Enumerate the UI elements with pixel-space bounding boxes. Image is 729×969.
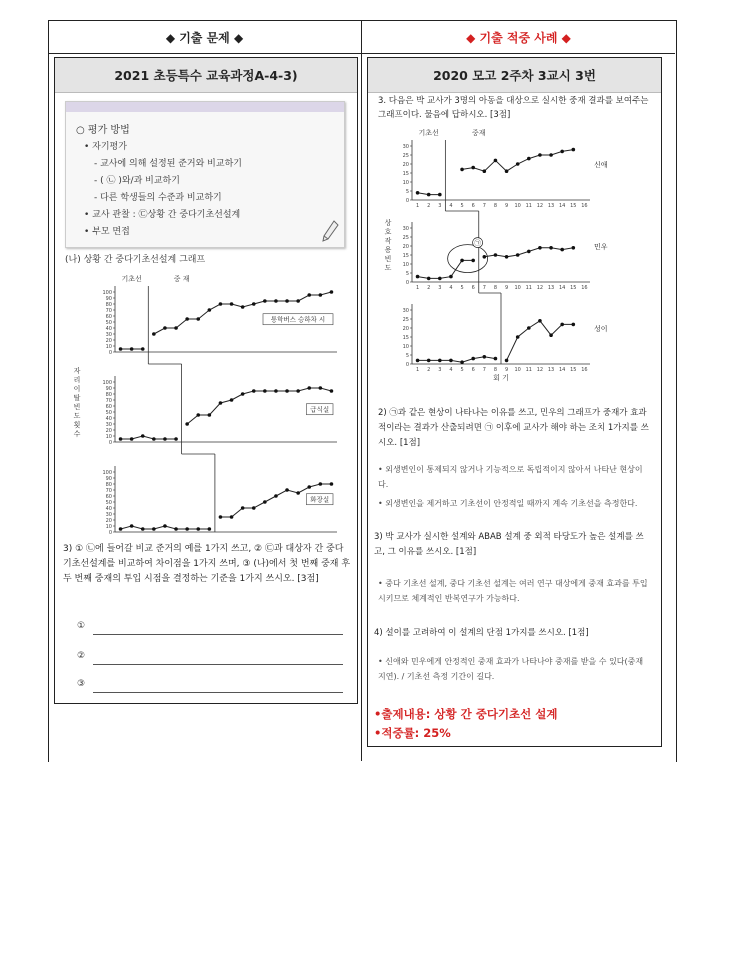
data-point [319,482,323,486]
y-tick-label: 90 [105,475,112,482]
note-top-band [66,102,344,112]
data-point [494,159,498,163]
y-tick-label: 20 [402,325,409,332]
left-panel [54,57,358,704]
y-tick-label: 30 [402,307,409,314]
graph-caption: (나) 상황 간 중다기초선설계 그래프 [65,255,206,265]
data-point [560,150,564,154]
y-tick-label: 0 [108,529,112,534]
data-point [483,255,487,259]
x-tick-label: 2 [427,367,431,373]
data-point [119,347,123,351]
data-point [307,293,311,297]
note-b1c: - 다른 학생들의 수준과 비교하기 [94,193,222,203]
data-point [208,308,212,312]
y-tick-label: 40 [105,325,112,332]
data-point [449,275,453,279]
y-tick-label: 100 [102,379,112,386]
note-head: ○ 평가 방법 [76,125,130,136]
data-point [494,253,498,257]
data-point [460,360,464,364]
y-tick-label: 10 [105,523,112,530]
right-answer-2b: • 외생변인을 제거하고 기초선이 안정적일 때까지 계속 기초선을 측정한다. [378,499,638,508]
right-answer-3: • 중다 기초선 설계, 중다 기초선 설계는 여러 연구 대상에게 중재 효과를 투입시키므로 체계적인 반복연구가 가능하다. [378,579,648,603]
data-point [152,527,156,531]
x-tick-label: 3 [438,203,442,209]
y-axis-label-char: 용 [384,246,392,254]
x-tick-label: 9 [504,285,509,291]
x-tick-label: 11 [525,285,532,291]
data-point [163,326,167,330]
data-point [296,491,300,495]
right-question-2: 2) ㉠과 같은 현상이 나타나는 이유를 쓰고, 민우의 그래프가 중재가 효과적이라는 결과가 산출되려면 ㉠ 이후에 교사가 해야 하는 조치 1가지를 쓰시오. [1점] [378,408,649,448]
x-tick-label: 16 [581,367,588,373]
data-point [494,357,498,361]
data-point [572,246,576,250]
y-tick-label: 15 [402,170,409,177]
y-tick-label: 90 [105,385,112,392]
phase-label-baseline: 기초선 [418,129,439,137]
column-divider [361,20,362,761]
data-point [185,527,189,531]
x-tick-label: 12 [536,285,544,291]
data-point [560,248,564,252]
data-point [471,357,475,361]
answer-line-1[interactable] [93,634,343,635]
data-point [252,506,256,510]
data-point [296,299,300,303]
y-tick-label: 15 [402,334,409,341]
y-axis-label-char: 이 [73,385,81,393]
x-tick-label: 2 [427,285,431,291]
data-point [319,386,323,390]
series-line [462,150,573,172]
data-point [471,166,475,170]
x-tick-label: 5 [460,367,464,373]
series-label: 통학버스 승하차 시 [270,315,326,324]
data-point [119,437,123,441]
x-tick-label: 4 [449,367,453,373]
data-point [483,169,487,173]
note-b2: • 교사 관찰 : ㉢상황 간 중다기초선설계 [84,210,241,220]
y-axis-label-char: 탈 [73,394,81,402]
x-tick-label: 10 [514,367,521,373]
y-tick-label: 30 [105,421,112,428]
x-tick-label: 11 [525,367,532,373]
phase-label-baseline: 기초선 [121,275,142,283]
data-point [241,305,245,309]
data-point [196,527,200,531]
data-point [130,524,134,528]
data-point [141,434,145,438]
result-content: •출제내용: 상황 간 중다기초선 설계 [374,707,558,721]
x-tick-label: 13 [547,203,555,209]
y-tick-label: 10 [402,179,409,186]
x-tick-label: 12 [536,367,544,373]
right-answer-4: • 신애와 민우에게 안정적인 중재 효과가 나타나야 중재를 받을 수 있다(중재 지연). / 기초선 측정 기간이 길다. [378,657,644,681]
data-point [219,515,223,519]
data-point [527,157,531,161]
right-question-4: 4) 설이를 고려하여 이 설계의 단점 1가지를 쓰시오. [1점] [374,628,589,638]
x-tick-label: 6 [471,203,475,209]
data-point [130,347,134,351]
x-tick-label: 7 [482,285,486,291]
x-tick-label: 13 [547,285,555,291]
y-tick-label: 15 [402,252,409,259]
data-point [274,389,278,393]
data-point [516,162,520,166]
y-tick-label: 5 [405,352,409,359]
x-tick-label: 15 [570,367,577,373]
data-point [274,494,278,498]
x-tick-label: 8 [493,367,498,373]
data-point [538,153,542,157]
data-point [252,302,256,306]
data-point [196,413,200,417]
y-tick-label: 25 [402,152,409,159]
series-label: 민우 [594,243,608,251]
y-tick-label: 60 [105,313,112,320]
data-point [285,299,289,303]
data-point [572,323,576,327]
answer-label-3: ③ [77,679,86,689]
series-label: 성이 [594,325,608,333]
data-point [527,250,531,254]
x-tick-label: 7 [482,203,486,209]
y-tick-label: 0 [405,197,409,204]
phase-label-intervention: 중재 [471,129,486,137]
y-axis-label-char: 수 [73,430,81,438]
data-point [307,386,311,390]
y-tick-label: 0 [108,349,112,356]
data-point [516,253,520,257]
phase-label-intervention: 중 재 [173,275,190,283]
data-point [449,359,453,363]
data-point [296,389,300,393]
y-tick-label: 20 [105,517,112,524]
y-tick-label: 70 [105,307,112,314]
left-question: 3) ① ㉡에 들어갈 비교 준거의 예를 1가지 쓰고, ② ㉢과 대상자 간 중다기초선설계를 비교하여 차이점을 1가지 쓰며, ③ (나)에서 첫 번째 중재 후 두 번째 중재의 투입 시점을 결정하는 기준을 1가지 쓰시오. [3점] [63,544,351,584]
x-tick-label: 14 [559,367,566,373]
x-tick-label: 14 [559,203,566,209]
y-axis-label-char: 호 [384,228,392,236]
right-panel [367,57,662,747]
data-point [427,193,431,197]
y-tick-label: 0 [108,439,112,446]
x-tick-label: 4 [449,285,453,291]
series-line [121,436,177,439]
x-tick-label: 11 [525,203,532,209]
right-answer-2a: • 외생변인이 통제되지 않거나 기능적으로 독립적이지 않아서 나타난 현상이다. [378,465,643,489]
y-tick-label: 80 [105,301,112,308]
data-point [549,333,553,337]
answer-label-2: ② [77,651,86,661]
y-tick-label: 30 [105,511,112,518]
x-tick-label: 7 [482,367,486,373]
note-b1b: - ( ㉡ )와/과 비교하기 [94,176,180,186]
y-tick-label: 60 [105,403,112,410]
data-point [527,326,531,330]
series-line [507,321,574,361]
data-point [163,524,167,528]
y-tick-label: 40 [105,505,112,512]
data-point [219,401,223,405]
y-tick-label: 40 [105,415,112,422]
data-point [174,437,178,441]
y-tick-label: 30 [105,331,112,338]
data-point [130,437,134,441]
y-tick-label: 10 [402,343,409,350]
data-point [285,488,289,492]
data-point [274,299,278,303]
y-tick-label: 0 [405,279,409,286]
data-point [471,259,475,263]
data-point [230,302,234,306]
x-tick-label: 6 [471,367,475,373]
data-point [208,413,212,417]
x-tick-label: 10 [514,203,521,209]
data-point [516,335,520,339]
y-axis-label-char: 작 [384,237,392,245]
data-point [263,500,267,504]
marker-circle [448,245,488,273]
data-point [538,246,542,250]
data-point [416,359,420,363]
y-tick-label: 30 [402,143,409,150]
data-point [241,392,245,396]
data-point [330,482,334,486]
data-point [438,359,442,363]
y-tick-label: 100 [102,289,112,296]
series-line [154,292,332,334]
data-point [185,422,189,426]
right-panel-title: 2020 모고 2주차 3교시 3번 [368,58,661,93]
y-tick-label: 20 [105,337,112,344]
x-tick-label: 10 [514,285,521,291]
x-tick-label: 16 [581,203,588,209]
data-point [427,277,431,281]
note-b1a: - 교사에 의해 설정된 준거와 비교하기 [94,159,242,169]
answer-label-1: ① [77,621,86,631]
y-tick-label: 50 [105,499,112,506]
x-axis-label: 회 기 [493,374,509,382]
y-tick-label: 50 [105,409,112,416]
data-point [416,191,420,195]
x-tick-label: 15 [570,285,577,291]
data-point [152,437,156,441]
data-point [174,527,178,531]
y-tick-label: 20 [105,427,112,434]
data-point [438,277,442,281]
marker-label: ㉠ [474,239,481,248]
y-tick-label: 70 [105,397,112,404]
y-tick-label: 10 [105,433,112,440]
x-tick-label: 4 [449,203,453,209]
series-line [418,260,474,278]
data-point [505,169,509,173]
data-point [263,389,267,393]
x-tick-label: 1 [415,367,420,373]
y-axis-label-char: 횟 [73,421,81,429]
y-axis-label-char: 도 [384,264,392,272]
data-point [230,515,234,519]
x-tick-label: 5 [460,285,464,291]
data-point [119,527,123,531]
data-point [263,299,267,303]
x-tick-label: 6 [471,285,475,291]
data-point [560,323,564,327]
x-tick-label: 3 [438,285,442,291]
data-point [196,317,200,321]
x-tick-label: 3 [438,367,442,373]
data-point [174,326,178,330]
data-point [438,193,442,197]
y-tick-label: 25 [402,316,409,323]
y-axis-label-char: 도 [73,412,81,420]
data-point [505,359,509,363]
data-point [185,317,189,321]
series-label: 화장실 [310,495,330,504]
x-tick-label: 13 [547,367,555,373]
data-point [219,302,223,306]
right-multiple-baseline-graph [380,126,646,398]
data-point [141,347,145,351]
data-point [141,527,145,531]
data-point [208,527,212,531]
data-point [460,168,464,172]
y-tick-label: 20 [402,161,409,168]
data-point [307,485,311,489]
y-tick-label: 20 [402,243,409,250]
y-tick-label: 10 [105,343,112,350]
y-tick-label: 70 [105,487,112,494]
y-tick-label: 0 [405,361,409,368]
y-tick-label: 80 [105,391,112,398]
left-panel-title: 2021 초등특수 교육과정A-4-3) [55,58,357,93]
x-tick-label: 12 [536,203,544,209]
data-point [427,359,431,363]
answer-line-3[interactable] [93,692,343,693]
data-point [505,255,509,259]
y-axis-label-char: 빈 [384,255,392,263]
pencil-icon [320,219,340,243]
series-label: 신애 [594,161,608,169]
data-point [416,275,420,279]
x-tick-label: 5 [460,203,464,209]
y-tick-label: 5 [405,270,409,277]
y-axis-label-char: 자 [73,367,81,375]
y-axis-label-char: 상 [384,219,392,227]
y-tick-label: 10 [402,261,409,268]
y-tick-label: 90 [105,295,112,302]
y-tick-label: 5 [405,188,409,195]
x-tick-label: 16 [581,285,588,291]
answer-line-2[interactable] [93,664,343,665]
data-point [572,148,576,152]
result-rate: •적중률: 25% [374,726,451,740]
data-point [230,398,234,402]
y-tick-label: 80 [105,481,112,488]
data-point [483,355,487,359]
y-tick-label: 25 [402,234,409,241]
data-point [252,389,256,393]
left-multiple-baseline-graph [67,272,345,534]
x-tick-label: 1 [415,203,420,209]
y-tick-label: 30 [402,225,409,232]
data-point [460,259,464,263]
data-point [538,319,542,323]
data-point [330,290,334,294]
y-axis-label-char: 빈 [73,403,81,411]
data-point [241,506,245,510]
y-tick-label: 50 [105,319,112,326]
series-label: 급식실 [310,405,330,414]
x-tick-label: 14 [559,285,566,291]
data-point [549,153,553,157]
y-tick-label: 100 [102,469,112,476]
y-axis-label-char: 리 [73,376,81,384]
right-question-3: 3) 박 교사가 실시한 설계와 ABAB 설계 중 외적 타당도가 높은 설계를 쓰고, 그 이유를 쓰시오. [1점] [374,532,644,557]
assessment-note-card [65,101,345,248]
x-tick-label: 2 [427,203,431,209]
note-b1: • 자기평가 [84,142,127,152]
header-right: ◆ 기출 적중 사례 ◆ [466,31,571,45]
x-tick-label: 9 [504,367,509,373]
data-point [163,437,167,441]
right-question-intro: 3. 다음은 박 교사가 3명의 아동을 대상으로 실시한 중재 결과를 보여주는 그래프이다. 물음에 답하시오. [3점] [378,96,649,120]
data-point [319,293,323,297]
data-point [330,389,334,393]
x-tick-label: 8 [493,203,498,209]
x-tick-label: 8 [493,285,498,291]
x-tick-label: 1 [415,285,420,291]
data-point [285,389,289,393]
header-left: ◆ 기출 문제 ◆ [165,31,244,45]
data-point [152,332,156,336]
data-point [549,246,553,250]
y-tick-label: 60 [105,493,112,500]
note-b3: • 부모 면접 [84,227,130,237]
x-tick-label: 9 [504,203,509,209]
x-tick-label: 15 [570,203,577,209]
